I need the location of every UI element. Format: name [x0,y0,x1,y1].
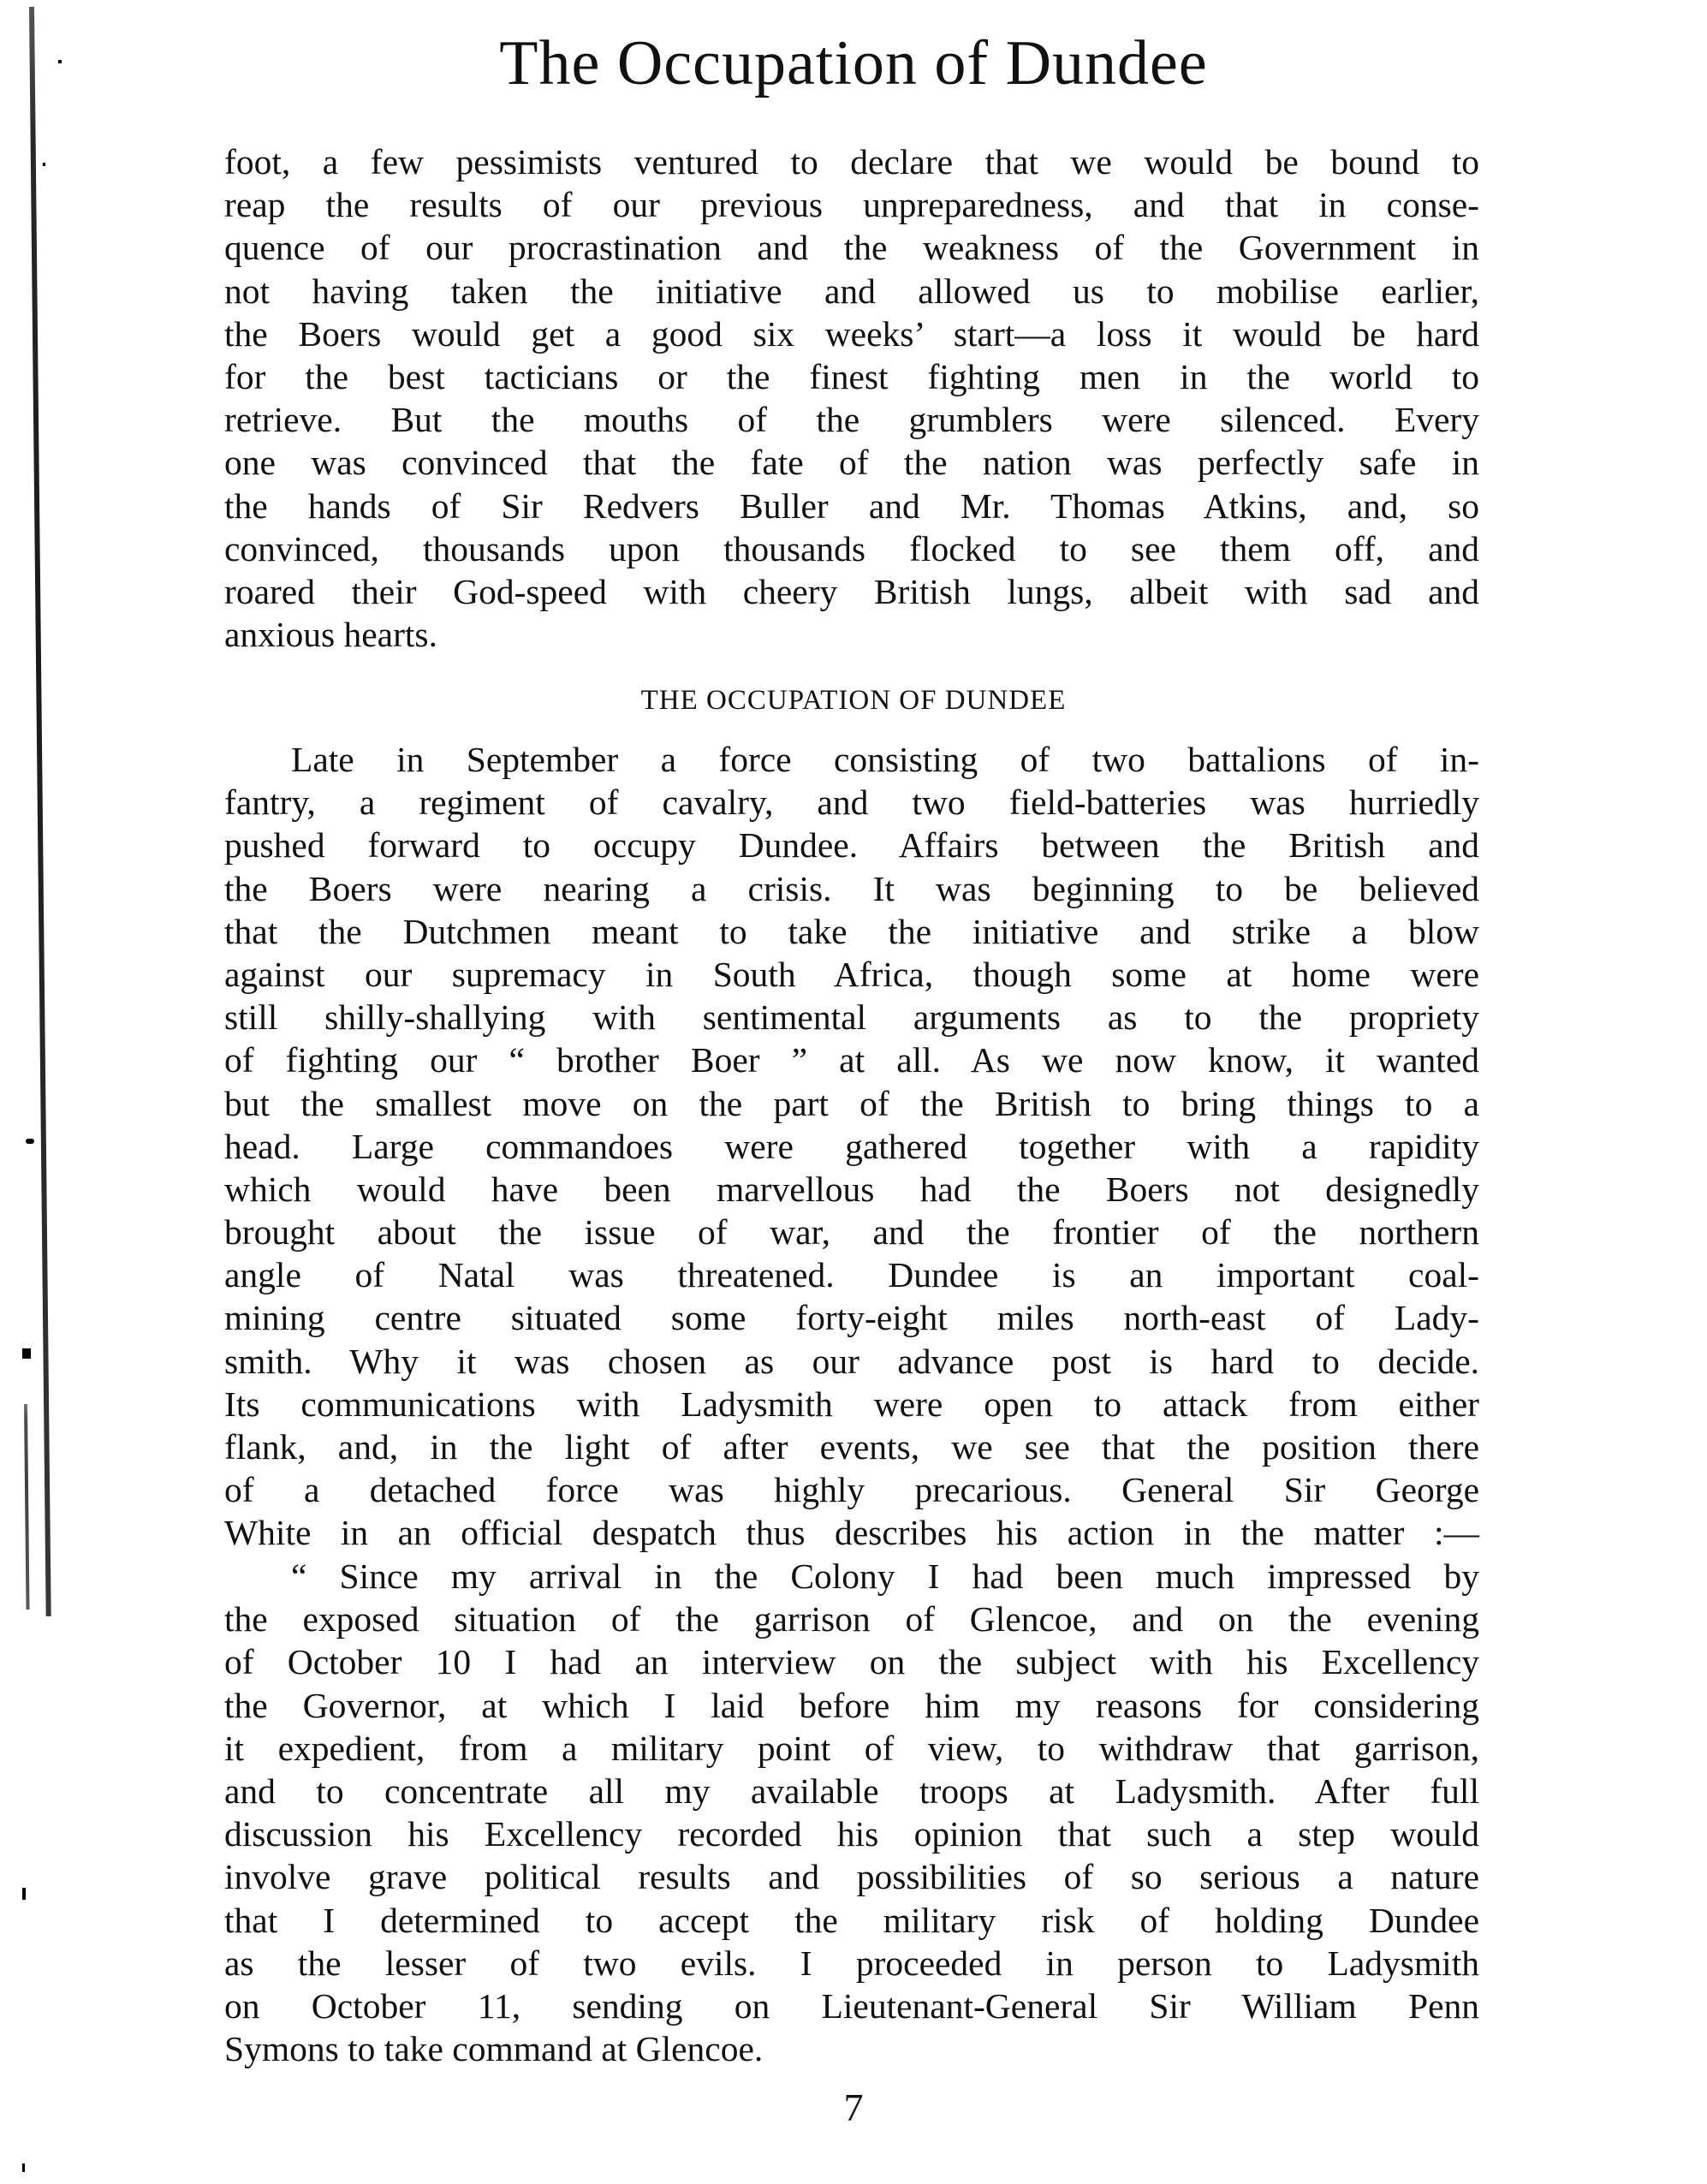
text-line: flank, and, in the light of after events, we see that the position there [224,1427,1479,1467]
text-line: fantry, a regiment of cavalry, and two field-batteries was hurriedly [224,783,1479,823]
scan-binding-edge [29,7,51,1616]
text-line: of October 10 I had an interview on the subject with his Excellency [224,1642,1479,1682]
text-line: that the Dutchmen meant to take the initiative and strike a blow [224,911,1479,951]
text-line: and to concentrate all my available troops at Ladysmith. After full [224,1770,1479,1811]
text-line: discussion his Excellency recorded his opinion that such a step would [224,1814,1479,1854]
text-line: retrieve. But the mouths of the grumblers were silenced. Every [224,400,1479,440]
text-line: the Governor, at which I laid before him my reasons for considering [224,1685,1479,1725]
text-line: mining centre situated some forty-eight miles north-east of Lady- [224,1298,1479,1338]
scan-speck [22,2163,25,2172]
text-line: quence of our procrastination and the weakness of the Government in [224,228,1479,268]
quotation-block [224,1555,1479,2070]
text-line: the hands of Sir Redvers Buller and Mr. Thomas Atkins, and, so [224,485,1479,526]
text-line: of a detached force was highly precarious. General Sir George [224,1470,1479,1510]
text-line: which would have been marvellous had the Boers not designedly [224,1169,1479,1209]
scan-speck [43,163,45,166]
text-line: that I determined to accept the military risk of holding Dundee [224,1900,1479,1940]
paragraph-continued [224,140,1479,656]
scan-speck [26,1139,34,1144]
text-line: roared their God-speed with cheery British lungs, albeit with sad and [224,571,1479,611]
text-line: pushed forward to occupy Dundee. Affairs between the British and [224,825,1479,866]
text-line: Its communications with Ladysmith were open to attack from either [224,1384,1479,1424]
text-line: angle of Natal was threatened. Dundee is an important coal- [224,1255,1479,1295]
text-line: on October 11, sending on Lieutenant-General Sir William Penn [224,1985,1479,2026]
text-line: the Boers would get a good six weeks’ start—a loss it would be hard [224,313,1479,354]
text-line: Symons to take command at Glencoe. [224,2029,764,2069]
text-line: the exposed situation of the garrison of Glencoe, and on the evening [224,1599,1479,1639]
text-line: for the best tacticians or the finest fighting men in the world to [224,356,1479,396]
text-line: one was convinced that the fate of the nation was perfectly safe in [224,443,1479,483]
page-number: 7 [843,2086,864,2129]
text-line: of fighting our “ brother Boer ” at all. As we now know, it wanted [224,1040,1479,1080]
text-line: head. Large commandoes were gathered together with a rapidity [224,1126,1479,1166]
scan-binding-edge-lower [24,1404,30,1610]
text-line: smith. Why it was chosen as our advance post is hard to decide. [224,1341,1479,1381]
scan-speck [22,1888,26,1900]
text-line: convinced, thousands upon thousands flocked to see them off, and [224,528,1479,568]
text-line: as the lesser of two evils. I proceeded in person to Ladysmith [224,1943,1479,1983]
text-line: White in an official despatch thus describes his action in the matter :— [224,1513,1479,1553]
text-line: “ Since my arrival in the Colony I had been much impressed by [291,1556,1479,1596]
text-line: against our supremacy in South Africa, though some at home were [224,954,1479,994]
text-line: involve grave political results and possibilities of so serious a nature [224,1857,1479,1897]
paragraph [224,738,1479,1555]
text-line: anxious hearts. [224,615,437,655]
text-line: reap the results of our previous unpreparedness, and that in conse- [224,185,1479,225]
text-line: not having taken the initiative and allowed us to mobilise earlier, [224,271,1479,311]
running-title: The Occupation of Dundee [499,28,1208,98]
text-line: Late in September a force consisting of two battalions of in- [291,740,1479,779]
text-line: it expedient, from a military point of view, to withdraw that garrison, [224,1728,1479,1768]
text-line: still shilly-shallying with sentimental arguments as to the propriety [224,997,1479,1038]
text-line: brought about the issue of war, and the frontier of the northern [224,1212,1479,1253]
text-line: foot, a few pessimists ventured to declare that we would be bound to [224,142,1479,182]
section-heading: THE OCCUPATION OF DUNDEE [640,685,1067,716]
scan-speck [22,1348,31,1359]
text-line: the Boers were nearing a crisis. It was beginning to be believed [224,868,1479,908]
text-line: but the smallest move on the part of the British to bring things to a [224,1083,1479,1123]
